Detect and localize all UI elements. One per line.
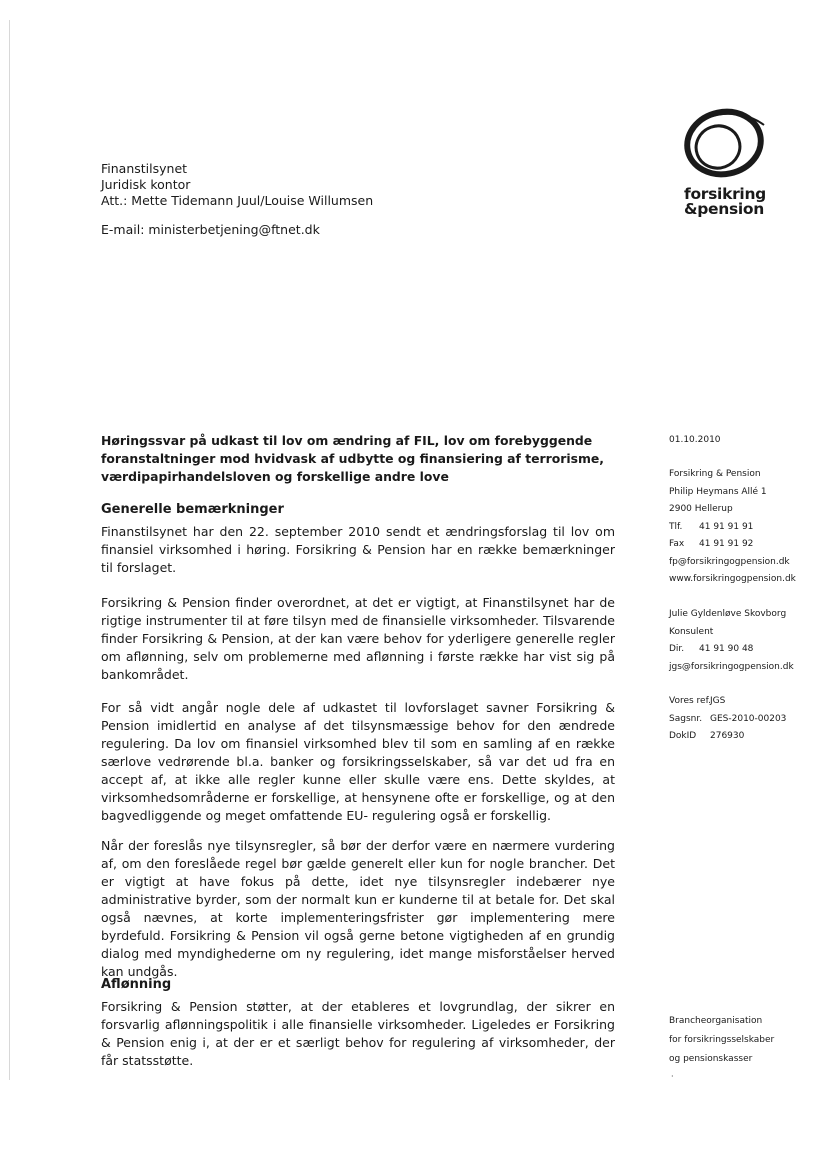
heading-general-remarks: Generelle bemærkninger: [101, 502, 284, 517]
case-number: Sagsnr. GES-2010-00203: [669, 713, 787, 724]
footer-line: Brancheorganisation: [669, 1016, 763, 1026]
letter-subject: Høringssvar på udkast til lov om ændring af FIL, lov om forebyggende foranstaltninger mod hvidvask af udbytte og finansiering af terrorisme, værdipapirhandelsloven og forskellige andre love: [101, 433, 605, 484]
recipient-line: Att.: Mette Tidemann Juul/Louise Willumsen: [101, 193, 374, 208]
sender-phone: Tlf. 41 91 91 91: [669, 521, 754, 532]
organisation-footer: [669, 1012, 774, 1069]
paragraph: Når der foreslås nye tilsynsregler, så bør der derfor være en nærmere vurdering af, om den foreslåede regel bør gælde generelt eller kun for nogle brancher. Det er vigtigt at have fokus på dette, idet nye tilsynsregler indebærer nye administrative byrder, som der normalt kun er kunderne til at betale for. Det skal også nævnes, at korte implementeringsfrister gør implementering mere byrdefuld. Forsikring & Pension vil også gerne betone vigtigheden af en grundig dialog med myndighederne om ny regulering, idet mange misforståelser herved kan undgås.: [101, 838, 615, 979]
our-reference: Vores ref. JGS: [669, 696, 726, 706]
footer-line: for forsikringsselskaber: [669, 1035, 775, 1045]
footer-line: og pensionskasser: [669, 1054, 753, 1064]
recipient-line: Juridisk kontor: [101, 177, 191, 192]
contact-email: jgs@forsikringogpension.dk: [669, 661, 794, 672]
paragraph: For så vidt angår nogle dele af udkastet til lovforslaget savner Forsikring & Pension imidlertid en analyse af det tilsynsmæssige behov for den ændrede regulering. Da lov om finansiel virksomhed blev til som en samling af en række særlove vedrørende bl.a. banker og forsikringsselskaber, så var det ud fra en accept af, at ikke alle regler kunne eller skulle være ens. Dette skyldes, at virksomhedsområderne er forskellige, at hensynene ofte er forskellige, og at den bagvedliggende og meget omfattende EU- regulering også er forskellig.: [101, 700, 615, 823]
logo-text-line1: forsikring: [684, 185, 766, 203]
contact-info: [669, 606, 794, 676]
sender-address: Philip Heymans Allé 1: [669, 486, 767, 497]
forsikring-pension-logo: [668, 103, 778, 225]
contact-direct-phone: Dir. 41 91 90 48: [669, 644, 754, 654]
page-edge-line: [9, 20, 10, 1080]
paragraph: Forsikring & Pension finder overordnet, at det er vigtigt, at Finanstilsynet har de rigtige instrumenter til at føre tilsyn med de finansielle virksomheder. Tilsvarende finder Forsikring & Pension, at der kan være behov for yderligere generelle regler om aflønning, selv om problemerne med aflønning i første række har vist sig på bankområdet.: [101, 595, 615, 682]
paragraph: Finanstilsynet har den 22. september 2010 sendt et ændringsforslag til lov om finansiel virksomhed i høring. Forsikring & Pension har en række bemærkninger til forslaget.: [101, 524, 615, 575]
reference-info: [669, 693, 786, 746]
recipient-address: [101, 161, 373, 209]
letter-date: [669, 432, 721, 450]
sender-email: fp@forsikringogpension.dk: [669, 556, 790, 567]
contact-name: Julie Gyldenløve Skovborg: [669, 609, 787, 619]
logo-text-line2: &pension: [684, 200, 764, 218]
logo-swirl-icon: [668, 103, 778, 193]
sender-fax: Fax 41 91 91 92: [669, 539, 754, 549]
sender-website: www.forsikringogpension.dk: [669, 574, 796, 584]
heading-remuneration: Aflønning: [101, 977, 172, 992]
sender-info: [669, 466, 796, 589]
sender-org: Forsikring & Pension: [669, 469, 761, 479]
recipient-email: E-mail: ministerbetjening@ftnet.dk: [101, 222, 320, 237]
date-text: 01.10.2010: [669, 435, 721, 445]
contact-title: Konsulent: [669, 626, 714, 637]
stray-mark: ·: [671, 1072, 674, 1081]
recipient-line: Finanstilsynet: [101, 161, 188, 176]
paragraph: Forsikring & Pension støtter, at der etableres et lovgrundlag, der sikrer en forsvarlig aflønningspolitik i alle finansielle virksomheder. Ligeledes er Forsikring & Pension enig i, at der er et særligt behov for regulering af virksomheder, der får statsstøtte.: [101, 999, 615, 1068]
document-id: DokID 276930: [669, 731, 745, 741]
sender-postcode: 2900 Hellerup: [669, 504, 733, 514]
